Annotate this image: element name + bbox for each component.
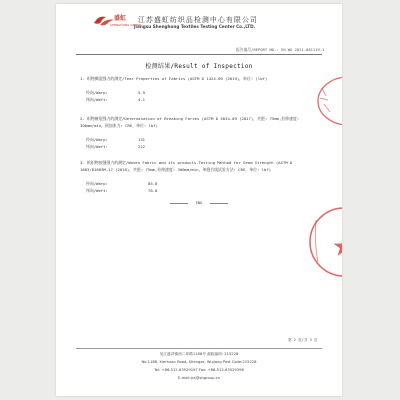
footer-divider [76, 348, 322, 349]
page-title: 检测结果/Result of Inspection [145, 63, 253, 70]
section-1-label: 1. 织物撕裂强力的测定/Tear Properties of Fabrics (ASTM D 1424-09 (2019)，单位: (lbf) [80, 76, 268, 81]
section-3-label: 3. 机织物接缝强力的测定/Woven Fabric and its products-Testing Method for Seam Strength (ASTM D 1683/D1683M-17 (2018)，夹距: 75mm,拉伸速度: 300mm/min，单缝合线试验方法: CRE，单位: lbf) [80, 160, 293, 172]
section-3-warp-label: 经向/Warp: [86, 181, 108, 186]
header-divider [76, 54, 322, 55]
report-number: 报告编号/REPORT NO.: SH-WX 2021-081119-1 [236, 47, 325, 52]
company-name-cn: 江苏盛虹纺织品检测中心有限公司 [138, 16, 258, 24]
section-3-weft-label: 纬向/Weft: [86, 188, 108, 193]
footer-email: E-mail:jcs@shgroup.cn [178, 376, 220, 380]
section-2-weft-value: 222 [138, 144, 146, 149]
section-3-warp-value: 85.8 [148, 181, 158, 186]
section-1-warp-label: 经向/Warp: [86, 90, 108, 95]
company-name-en: Jiangsu Shenghong Textiles Testing Center Co.,LTD. [134, 24, 256, 29]
page-number: 第 2 页/共 3 页 [288, 338, 318, 342]
brand-subtitle: SHENGHONG GROUP [110, 23, 141, 27]
section-1-weft-label: 纬向/Weft: [86, 97, 108, 102]
brand-name: 盛虹 [114, 15, 127, 22]
footer-address-en: No.1188, Xierhuan Road, Shengze, Wujiang Post Code:215228 [141, 360, 257, 364]
partial-seal-top [302, 74, 342, 128]
section-1-warp-value: 5.9 [138, 90, 146, 95]
footer-phone-fax: Tel: +86-512-63529197 Fax: +86-512-63529398 [154, 368, 244, 372]
report-page [56, 4, 342, 396]
section-3-weft-value: 76.8 [148, 188, 158, 193]
section-2-warp-label: 经向/Warp: [86, 137, 108, 142]
section-2-weft-label: 纬向/Weft: [86, 144, 108, 149]
section-2-warp-value: 131 [138, 137, 146, 142]
section-2-label: 2. 织物断裂强力的测定/Determination of Breaking Forces (ASTM D 5034-09 (2017)，夹距: 75mm,拉伸速度: 300mm/min，预加张力: CRE，单位: lbf) [80, 116, 300, 128]
end-line-right [210, 203, 228, 204]
footer-address-cn: 吴江盛泽镇西二环路1188号 邮政编码: 215228 [159, 352, 239, 356]
partial-seal-bottom [298, 200, 342, 284]
end-mark: END [195, 200, 203, 205]
section-1-weft-value: 4.1 [138, 97, 146, 102]
